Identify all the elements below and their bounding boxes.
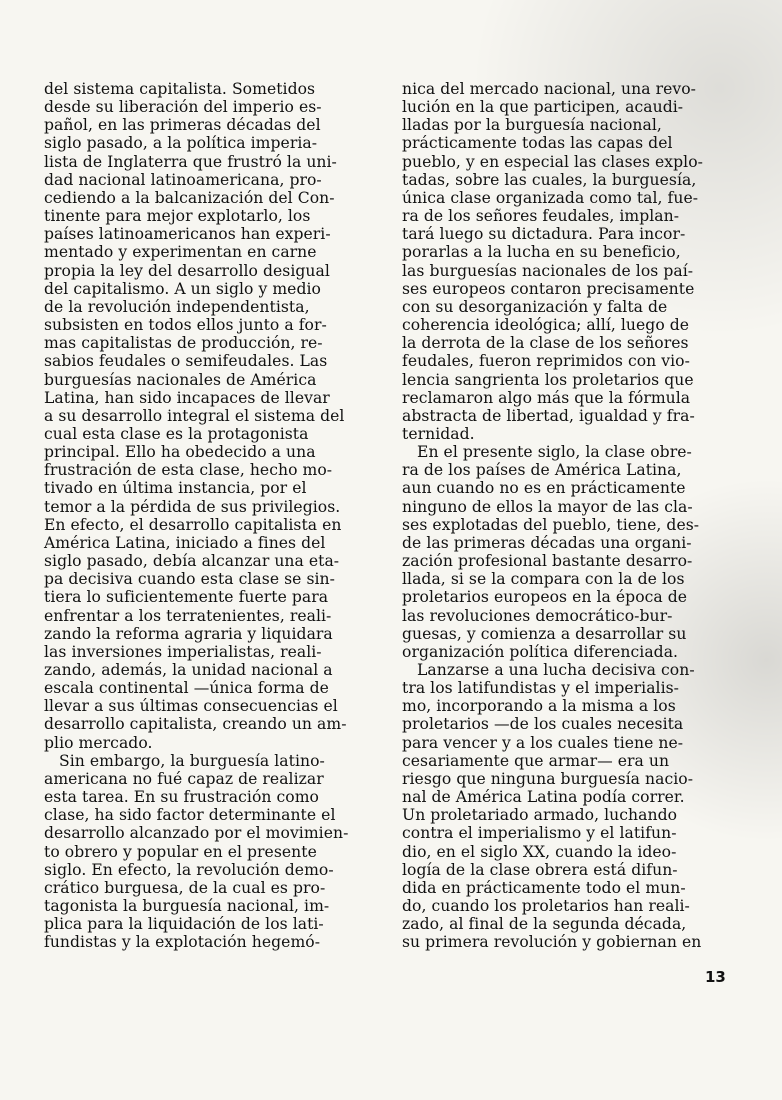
text-line: para vencer y a los cuales tiene ne- <box>402 733 684 752</box>
text-line: dio, en el siglo XX, cuando la ideo- <box>402 842 677 861</box>
text-line: lista de Inglaterra que frustró la uni- <box>44 152 337 171</box>
text-line: subsisten en todos ellos junto a for- <box>44 316 327 335</box>
text-line: las inversiones imperialistas, reali- <box>44 642 322 661</box>
text-line: tra los latifundistas y el imperialis- <box>402 679 680 698</box>
text-line: mo, incorporando a la misma a los <box>402 697 676 716</box>
text-line: En efecto, el desarrollo capitalista en <box>44 515 342 534</box>
text-line: sabios feudales o semifeudales. Las <box>44 352 328 371</box>
text-line: americana no fué capaz de realizar <box>44 769 324 788</box>
text-line: siglo. En efecto, la revolución demo- <box>44 860 334 879</box>
text-line: desarrollo alcanzado por el movimien- <box>44 824 349 843</box>
text-line: las burguesías nacionales de los paí- <box>402 261 694 280</box>
text-line: lladas por la burguesía nacional, <box>402 116 662 135</box>
text-line: del capitalismo. A un siglo y medio <box>44 279 321 298</box>
text-line: reclamaron algo más que la fórmula <box>402 388 691 407</box>
text-line: clase, ha sido factor determinante el <box>44 806 336 825</box>
text-line: Sin embargo, la burguesía latino- <box>44 751 325 770</box>
text-line: ses explotadas del pueblo, tiene, des- <box>402 515 700 534</box>
text-line: nica del mercado nacional, una revo- <box>402 80 696 98</box>
text-line: principal. Ello ha obedecido a una <box>44 443 316 462</box>
text-line: tagonista la burguesía nacional, im- <box>44 897 330 916</box>
text-line: feudales, fueron reprimidos con vio- <box>402 352 690 371</box>
text-line: pa decisiva cuando esta clase se sin- <box>44 570 335 589</box>
text-line: tivado en última instancia, por el <box>44 479 307 498</box>
text-line: América Latina, iniciado a fines del <box>44 533 326 552</box>
text-line: de las primeras décadas una organi- <box>402 533 692 552</box>
text-line: dida en prácticamente todo el mun- <box>402 878 686 897</box>
left-text-column <box>44 80 378 952</box>
text-line: Latina, han sido incapaces de llevar <box>44 388 330 407</box>
text-line: cediendo a la balcanización del Con- <box>44 188 335 207</box>
text-line: guesas, y comienza a desarrollar su <box>402 624 687 643</box>
text-line: porarlas a la lucha en su beneficio, <box>402 243 681 262</box>
text-line: países latinoamericanos han experi- <box>44 225 331 244</box>
text-line: siglo pasado, debía alcanzar una eta- <box>44 552 340 571</box>
text-line: zando, además, la unidad nacional a <box>44 661 333 679</box>
text-line: nal de América Latina podía correr. <box>402 788 685 807</box>
text-line: plica para la liquidación de los lati- <box>44 915 324 934</box>
text-line: del sistema capitalista. Sometidos <box>44 80 316 98</box>
text-line: mentado y experimentan en carne <box>44 243 317 262</box>
right-text-column <box>402 80 738 952</box>
text-line: zación profesional bastante desarro- <box>402 552 693 571</box>
text-line: to obrero y popular en el presente <box>44 842 317 861</box>
text-line: ternidad. <box>402 424 475 443</box>
text-line: riesgo que ninguna burguesía nacio- <box>402 769 694 788</box>
text-line: mas capitalistas de producción, re- <box>44 334 323 353</box>
text-line: propia la ley del desarrollo desigual <box>44 261 330 280</box>
text-line: proletarios —de los cuales necesita <box>402 715 684 734</box>
text-line: En el presente siglo, la clase obre- <box>402 443 692 462</box>
text-line: llevar a sus últimas consecuencias el <box>44 697 338 716</box>
text-line: desarrollo capitalista, creando un am- <box>44 715 347 734</box>
text-line: siglo pasado, a la política imperia- <box>44 134 318 153</box>
text-line: frustración de esta clase, hecho mo- <box>44 461 333 480</box>
text-line: coherencia ideológica; allí, luego de <box>402 316 690 335</box>
text-line: tiera lo suficientemente fuerte para <box>44 588 329 607</box>
text-line: tará luego su dictadura. Para incor- <box>402 225 686 244</box>
text-line: burguesías nacionales de América <box>44 370 317 389</box>
text-line: do, cuando los proletarios han reali- <box>402 897 690 916</box>
text-line: tinente para mejor explotarlo, los <box>44 207 311 226</box>
text-line: logía de la clase obrera está difun- <box>402 860 678 879</box>
text-line: única clase organizada como tal, fue- <box>402 188 699 207</box>
text-line: desde su liberación del imperio es- <box>44 98 322 117</box>
text-line: temor a la pérdida de sus privilegios. <box>44 497 341 516</box>
text-line: proletarios europeos en la época de <box>402 588 688 607</box>
text-line: zado, al final de la segunda década, <box>402 915 687 934</box>
text-line: contra el imperialismo y el latifun- <box>402 824 677 843</box>
text-line: zando la reforma agraria y liquidara <box>44 624 333 643</box>
text-line: llada, si se la compara con la de los <box>402 570 685 589</box>
text-line: lución en la que participen, acaudi- <box>402 98 684 117</box>
text-line: las revoluciones democrático-bur- <box>402 606 673 625</box>
text-line: fundistas y la explotación hegemó- <box>44 933 321 952</box>
text-line: la derrota de la clase de los señores <box>402 334 689 353</box>
text-line: con su desorganización y falta de <box>402 297 668 316</box>
text-line: su primera revolución y gobiernan en <box>402 933 702 952</box>
text-line: crático burguesa, de la cual es pro- <box>44 878 326 897</box>
text-line: dad nacional latinoamericana, pro- <box>44 170 322 189</box>
text-line: lencia sangrienta los proletarios que <box>402 370 694 389</box>
text-line: ra de los países de América Latina, <box>402 461 682 480</box>
text-line: pueblo, y en especial las clases explo- <box>402 152 703 171</box>
text-line: enfrentar a los terratenientes, reali- <box>44 606 332 625</box>
text-line: pañol, en las primeras décadas del <box>44 116 321 135</box>
text-line: de la revolución independentista, <box>44 297 310 316</box>
text-line: Un proletariado armado, luchando <box>402 806 678 825</box>
text-line: prácticamente todas las capas del <box>402 134 673 153</box>
text-line: ninguno de ellos la mayor de las cla- <box>402 497 693 516</box>
text-line: escala continental —única forma de <box>44 679 329 698</box>
text-line: ra de los señores feudales, implan- <box>402 207 680 226</box>
text-line: abstracta de libertad, igualdad y fra- <box>402 406 695 425</box>
text-line: a su desarrollo integral el sistema del <box>44 406 345 425</box>
text-line: cesariamente que armar— era un <box>402 751 670 770</box>
text-line: plio mercado. <box>44 733 153 752</box>
page-number: 13 <box>705 968 726 986</box>
text-line: ses europeos contaron precisamente <box>402 279 695 298</box>
text-line: organización política diferenciada. <box>402 642 679 661</box>
text-line: esta tarea. En su frustración como <box>44 788 319 807</box>
text-line: tadas, sobre las cuales, la burguesía, <box>402 170 697 189</box>
text-line: cual esta clase es la protagonista <box>44 424 309 443</box>
text-line: aun cuando no es en prácticamente <box>402 479 686 498</box>
text-line: Lanzarse a una lucha decisiva con- <box>402 661 695 679</box>
